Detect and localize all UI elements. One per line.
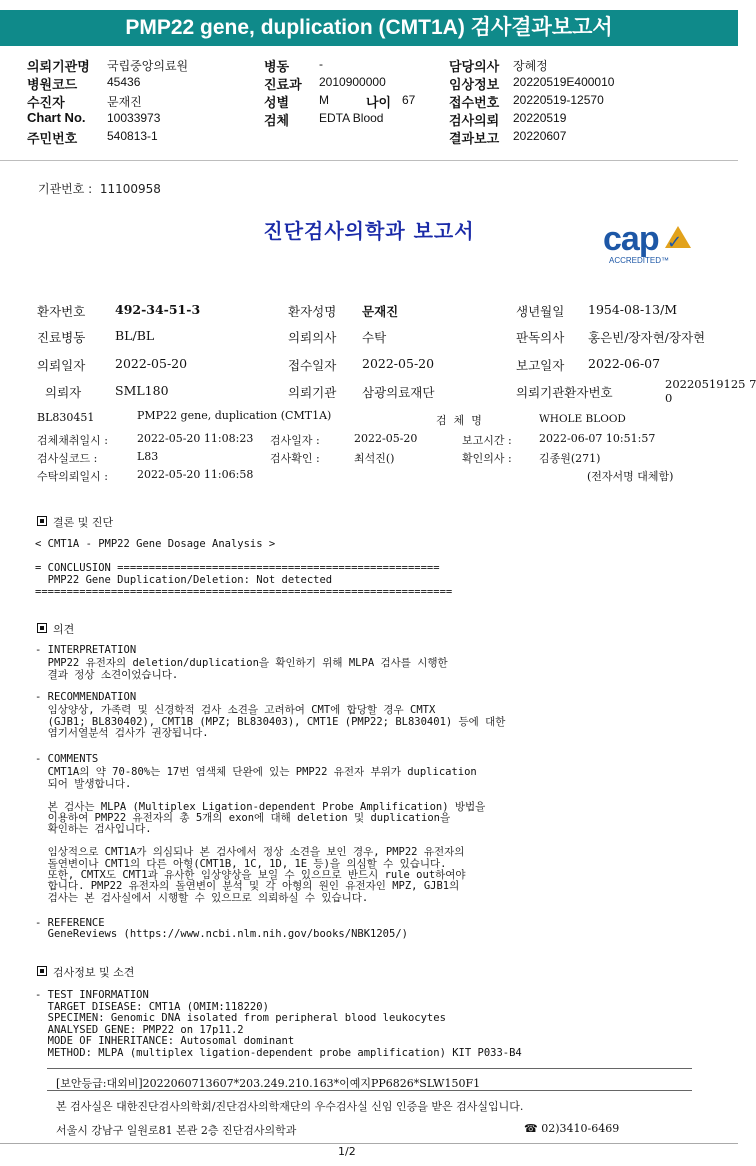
patient-field-value: 20220519125 7 0 [665, 377, 756, 405]
testinfo-line: - TEST INFORMATION [35, 989, 149, 1001]
patient-field-label: 환자번호 [37, 304, 86, 319]
opinion-line: 임상적으로 CMT1A가 의심되나 본 검사에서 정상 소견을 보인 경우, PMP22 유전자의 [35, 846, 465, 859]
address-text: 서울시 강남구 일원로81 본관 2층 진단검사의학과 [56, 1124, 297, 1137]
header-value: EDTA Blood [319, 111, 384, 125]
patient-field-value: 2022-06-07 [588, 356, 661, 371]
patient-field-label: 환자성명 [288, 304, 337, 319]
age-value: 67 [402, 93, 416, 107]
page-number: 1/2 [338, 1145, 356, 1158]
header-value: 2010900000 [319, 75, 386, 89]
info-field: 확인의사 : [462, 452, 512, 465]
patient-field-value: 삼광의료재단 [362, 385, 435, 400]
patient-field-label: 접수일자 [288, 358, 337, 373]
header-value: 문재진 [107, 95, 142, 109]
square-bullet-icon [37, 623, 47, 633]
opinion-line: - REFERENCE [35, 917, 105, 929]
cap-logo [603, 222, 699, 272]
opinion-line: 임상양상, 가족력 및 신경학적 검사 소견을 고려하여 CMT에 합당할 경우 CMTX [35, 704, 436, 717]
phone-icon: ☎ [524, 1122, 542, 1135]
header-label: 임상정보 [449, 77, 500, 92]
patient-field-label: 의뢰기관 [288, 385, 337, 400]
info-field: 2022-05-20 11:06:58 [137, 468, 254, 481]
opinion-line: - COMMENTS [35, 753, 99, 765]
patient-field-value: 홍은빈/장자현/장자현 [588, 330, 706, 345]
info-field: 2022-05-20 11:08:23 [137, 432, 254, 445]
square-bullet-icon [37, 966, 47, 976]
header-value: 장혜정 [513, 59, 548, 73]
conclusion-rule: ================================================================== [35, 586, 453, 598]
patient-field-label: 진료병동 [37, 330, 86, 345]
header-label: 의뢰기관명 [27, 59, 90, 74]
report-header-title: PMP22 gene, duplication (CMT1A) 검사결과보고서 [0, 10, 738, 46]
info-field: 보고시간 : [462, 434, 512, 447]
testinfo-line: ANALYSED GENE: PMP22 on 17p11.2 [35, 1023, 244, 1036]
checkmark-icon: ✓ [667, 232, 683, 253]
footer-rule-top [47, 1068, 692, 1069]
header-value: 20220607 [513, 129, 567, 143]
header-label: 검사의뢰 [449, 113, 500, 128]
header-label: 병원코드 [27, 77, 78, 92]
header-value: 국립중앙의료원 [107, 59, 189, 73]
opinion-line: 본 검사는 MLPA (Multiplex Ligation-dependent Probe Amplification) 방법을 [35, 800, 486, 813]
header-label: 주민번호 [27, 131, 78, 146]
header-label: 병동 [264, 59, 290, 74]
header-label: 접수번호 [449, 95, 500, 110]
patient-field-value: 2022-05-20 [115, 356, 188, 371]
opinion-line: 확인하는 검사입니다. [35, 823, 152, 836]
info-field: (전자서명 대체함) [587, 470, 674, 483]
opinion-line: 결과 정상 소견이었습니다. [35, 668, 179, 681]
info-field: 최석진() [354, 452, 395, 465]
opinion-line: (GJB1; BL830402), CMT1B (MPZ; BL830403), CMT1E (PMP22; BL830401) 등에 대한 [35, 715, 506, 728]
conclusion-rule: = CONCLUSION =================================================== [35, 562, 440, 574]
info-field: 검사확인 : [270, 452, 320, 465]
patient-field-value: 1954-08-13/M [588, 302, 678, 317]
patient-field-label: 의뢰일자 [37, 358, 86, 373]
report-title: 진단검사의학과 보고서 [263, 219, 475, 243]
cap-accredited-text: ACCREDITED™ [609, 256, 670, 265]
opinion-line: 되어 발생합니다. [35, 777, 132, 790]
patient-field-value: BL/BL [115, 328, 155, 343]
security-line: [보안등급:대외비]2022060713607*203.249.210.163*이예지PP6826*SLW150F1 [56, 1077, 481, 1090]
opinion-line: 돌연변이나 CMT1의 다른 아형(CMT1B, 1C, 1D, 1E 등)을 의심할 수 있습니다. [35, 857, 447, 870]
info-field: 검사일자 : [270, 434, 320, 447]
header-value: M [319, 93, 329, 107]
info-field: 검체채취일시 : [37, 434, 108, 447]
opinion-line: - RECOMMENDATION [35, 691, 137, 703]
patient-field-value: 492-34-51-3 [115, 302, 201, 317]
section-heading-text: 검사정보 및 소견 [53, 966, 135, 979]
testinfo-line: MODE OF INHERITANCE: Autosomal dominant [35, 1035, 295, 1048]
specimen-value: WHOLE BLOOD [539, 413, 626, 425]
header-label: 담당의사 [449, 59, 500, 74]
info-field: 검사실코드 : [37, 452, 98, 465]
opinion-line: PMP22 유전자의 deletion/duplication을 확인하기 위해 MLPA 검사를 시행한 [35, 657, 448, 670]
header-value: - [319, 57, 323, 71]
header-value: 540813-1 [107, 129, 158, 143]
patient-field-value: 수탁 [362, 330, 387, 345]
conclusion-text: PMP22 Gene Duplication/Deletion: Not detected [35, 574, 333, 586]
section-heading-text: 결론 및 진단 [53, 516, 114, 529]
certification-text: 본 검사실은 대한진단검사의학회/진단검사의학재단의 우수검사실 신임 인증을 받은 검사실입니다. [56, 1100, 524, 1113]
header-value: 20220519E400010 [513, 75, 615, 89]
header-value: 20220519 [513, 111, 567, 125]
footer-rule-bottom [0, 1143, 738, 1144]
institution-number: 기관번호 : 11100958 [38, 182, 161, 196]
header-label: 수진자 [27, 95, 65, 110]
opinion-line: GeneReviews (https://www.ncbi.nlm.nih.gov/books/NBK1205/) [35, 928, 408, 941]
header-label: 검체 [264, 113, 290, 128]
patient-field-value: 2022-05-20 [362, 356, 435, 371]
info-field: 2022-05-20 [354, 432, 418, 445]
specimen-label: 검 체 명 [436, 414, 482, 427]
section-heading-text: 의견 [53, 623, 75, 636]
patient-field-label: 의뢰의사 [288, 330, 337, 345]
age-label: 나이 [366, 95, 392, 110]
patient-field-value: SML180 [115, 383, 169, 398]
info-field: 수탁의뢰일시 : [37, 470, 108, 483]
cap-logo-text: cap [603, 220, 659, 258]
phone-text: 02)3410-6469 [541, 1122, 620, 1135]
info-field: 2022-06-07 10:51:57 [539, 432, 656, 445]
header-value: 10033973 [107, 111, 161, 125]
patient-field-label: 보고일자 [516, 358, 565, 373]
test-code: BL830451 [37, 411, 95, 424]
patient-field-label: 생년월일 [516, 304, 565, 319]
patient-field-value: 문재진 [362, 304, 399, 319]
info-field: L83 [137, 450, 159, 463]
header-value: 20220519-12570 [513, 93, 604, 107]
header-separator [0, 160, 738, 161]
opinion-line: 또한, CMTX도 CMT1과 유사한 임상양상을 보일 수 있으므로 반드시 rule out하여야 [35, 869, 466, 881]
testinfo-line: TARGET DISEASE: CMT1A (OMIM:118220) [35, 1000, 269, 1013]
info-field: 김종원(271) [539, 452, 601, 465]
test-name: PMP22 gene, duplication (CMT1A) [137, 409, 332, 422]
testinfo-line: SPECIMEN: Genomic DNA isolated from peripheral blood leukocytes [35, 1012, 446, 1025]
opinion-line: 합니다. PMP22 유전자의 돌연변이 분석 및 각 아형의 원인 유전자인 MPZ, GJB1의 [35, 880, 460, 893]
patient-field-label: 판독의사 [516, 330, 565, 345]
opinion-line: 이용하여 PMP22 유전자의 총 5개의 exon에 대해 deletion 및 duplication을 [35, 812, 451, 824]
conclusion-heading [37, 514, 113, 530]
opinion-line: 염기서열분석 검사가 권장됩니다. [35, 727, 209, 740]
opinion-line: - INTERPRETATION [35, 644, 137, 656]
conclusion-subtitle: < CMT1A - PMP22 Gene Dosage Analysis > [35, 538, 276, 550]
opinion-heading [37, 621, 74, 637]
header-value: 45436 [107, 75, 141, 89]
opinion-line: 검사는 본 검사실에서 시행할 수 있으므로 의뢰하실 수 있습니다. [35, 891, 369, 904]
patient-field-label: 의뢰기관환자번호 [516, 385, 613, 400]
header-label: 진료과 [264, 77, 302, 92]
square-bullet-icon [37, 516, 47, 526]
phone-number [524, 1122, 619, 1135]
testinfo-heading [37, 964, 134, 980]
header-label: 결과보고 [449, 131, 500, 146]
header-label: 성별 [264, 95, 290, 110]
patient-field-label: 의뢰자 [45, 385, 82, 400]
testinfo-line: METHOD: MLPA (multiplex ligation-dependent probe amplification) KIT P033-B4 [35, 1047, 522, 1059]
footer-rule-mid [47, 1090, 692, 1091]
header-label: Chart No. [27, 110, 86, 125]
opinion-line: CMT1A의 약 70-80%는 17번 염색체 단완에 있는 PMP22 유전자 부위가 duplication [35, 766, 477, 779]
